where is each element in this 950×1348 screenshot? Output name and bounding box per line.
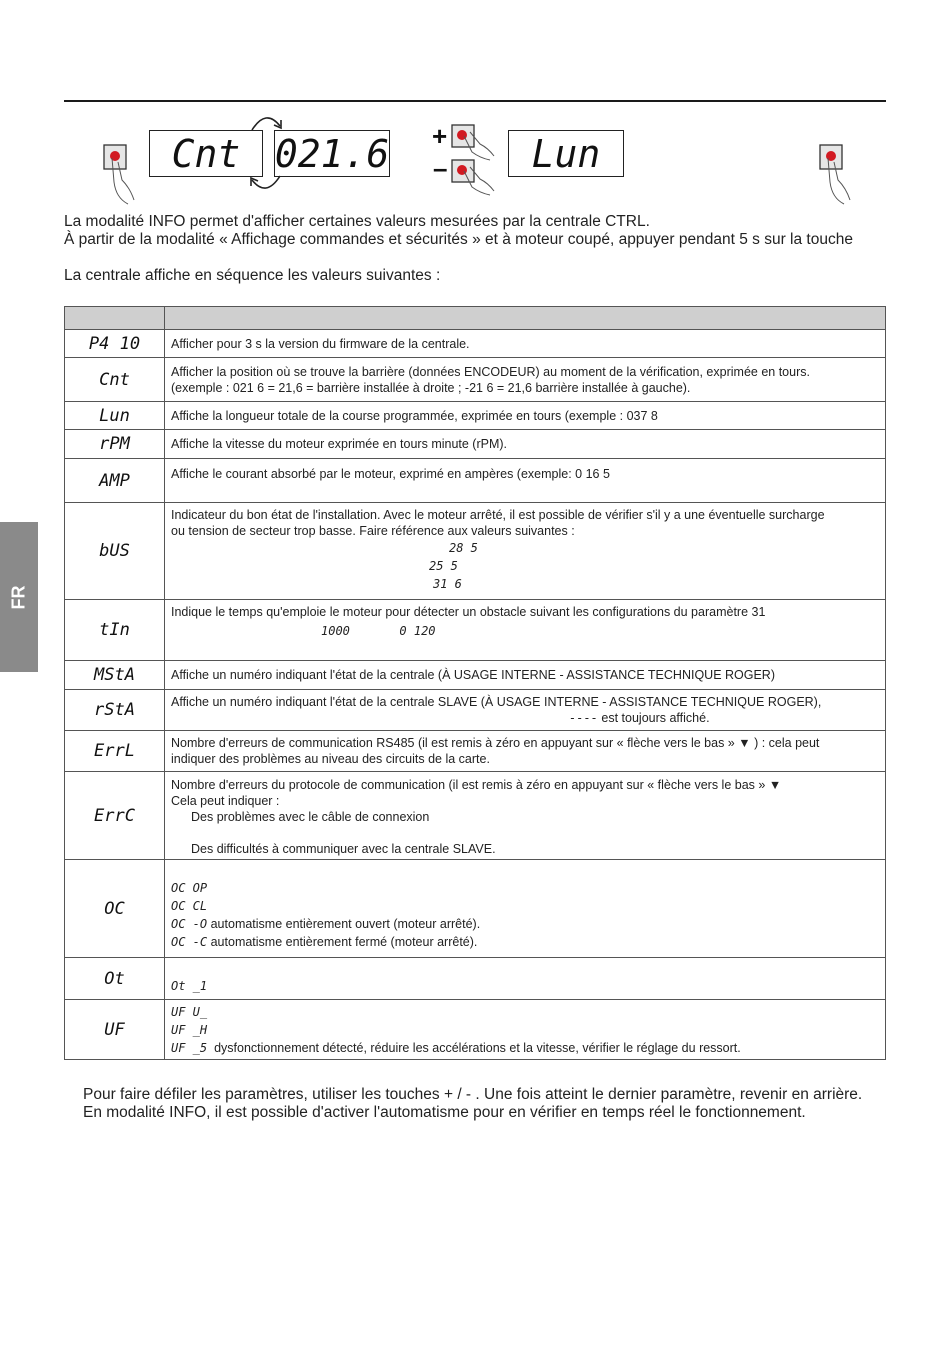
desc-line: Cela peut indiquer : [171, 794, 280, 808]
display-cnt-code: Cnt [149, 130, 263, 177]
desc-line: Nombre d'erreurs de communication RS485 (il est remis à zéro en appuyant sur « flèche vers le bas » ▼ ) : cela peut [171, 736, 820, 750]
param-code: Lun [65, 402, 165, 430]
sub-code: UF U_ [171, 1004, 208, 1019]
footer-line-2: En modalité INFO, il est possible d'activer l'automatisme pour en vérifier en temps réel le fonctionnement. [83, 1104, 806, 1121]
table-row [65, 731, 886, 772]
param-description [165, 958, 886, 1000]
param-description [165, 1000, 886, 1060]
sub-text: dysfonctionnement détecté, réduire les accélérations et la vitesse, vérifier le réglage du ressort. [214, 1040, 741, 1055]
param-code: P4 10 [65, 330, 165, 358]
sub-code: Ot _1 [171, 979, 208, 993]
param-code: MStA [65, 661, 165, 690]
intro-line-3: La centrale affiche en séquence les valeurs suivantes : [64, 267, 441, 284]
sub-code: OC CL [171, 899, 208, 913]
sub-line [171, 933, 879, 951]
sub-code: OC -O [171, 917, 208, 931]
param-description [165, 402, 886, 430]
param-code: OC [65, 860, 165, 958]
param-code: bUS [65, 503, 165, 600]
sub-text: automatisme entièrement ouvert (moteur arrêté). [210, 917, 481, 931]
param-code: ErrL [65, 731, 165, 772]
table-row [65, 1000, 886, 1060]
sub-line [171, 1039, 879, 1057]
intro-line-2: À partir de la modalité « Affichage commandes et sécurités » et à moteur coupé, appuyer pendant 5 s sur la touche [64, 231, 853, 248]
cycle-arrow-top-icon [246, 108, 286, 134]
rsta-tail-code: ---- [569, 711, 598, 725]
param-description [165, 690, 886, 731]
sub-line [171, 978, 879, 994]
table-row [65, 503, 886, 600]
desc-line: (exemple : 021 6 = 21,6 = barrière installée à droite ; -21 6 = 21,6 barrière installée à gauche). [171, 380, 691, 395]
table-header-cell [165, 307, 886, 330]
display-lun-code: Lun [508, 130, 624, 177]
sub-code: OC OP [171, 881, 208, 895]
display-cnt-value: 021.6 [274, 131, 390, 176]
bus-value: 25 5 [429, 559, 458, 573]
language-label: FR [8, 585, 29, 609]
sub-line [171, 897, 879, 915]
desc-line: Indicateur du bon état de l'installation. Avec le moteur arrêté, il est possible de vérifier s'il y a une éventuelle surcharge [171, 508, 825, 522]
table-row [65, 661, 886, 690]
table-row [65, 459, 886, 503]
desc-line: Affiche la vitesse du moteur exprimée en tours minute (rPM). [171, 437, 508, 451]
table-header-cell [65, 307, 165, 330]
param-code: ErrC [65, 772, 165, 860]
table-header-row [65, 307, 886, 330]
desc-line: Afficher pour 3 s la version du firmware de la centrale. [171, 336, 470, 351]
tin-values [171, 620, 879, 642]
minus-button-icon[interactable] [450, 157, 500, 197]
param-description [165, 772, 886, 860]
bus-value: 28 5 [449, 541, 478, 555]
sub-line [171, 1003, 879, 1021]
desc-line: Afficher la position où se trouve la barrière (données ENCODEUR) au moment de la vérification, exprimée en tours. [171, 364, 810, 379]
table-row [65, 358, 886, 402]
desc-line: Indique le temps qu'emploie le moteur pour détecter un obstacle suivant les configurations du paramètre 31 [171, 605, 766, 619]
param-description [165, 330, 886, 358]
param-code: UF [65, 1000, 165, 1060]
cycle-arrow-bottom-icon [246, 172, 286, 198]
desc-line: Nombre d'erreurs du protocole de communication (il est remis à zéro en appuyant sur « flèche vers le bas » ▼ [171, 778, 782, 792]
tin-value: 0 120 [399, 624, 436, 638]
info-table [64, 306, 886, 1060]
desc-line: Affiche le courant absorbé par le moteur, exprimé en ampères (exemple: 0 16 5 [171, 467, 610, 481]
sub-code: UF _H [171, 1022, 208, 1037]
param-description [165, 459, 886, 503]
param-code: rStA [65, 690, 165, 731]
param-description [165, 731, 886, 772]
plus-button-icon[interactable] [450, 122, 500, 162]
sub-code: OC -C [171, 935, 208, 949]
param-description [165, 661, 886, 690]
press-button-right-icon [816, 140, 856, 210]
param-code: tIn [65, 600, 165, 661]
rsta-tail [171, 710, 879, 726]
desc-list-item: Des problèmes avec le câble de connexion [191, 810, 430, 824]
minus-label: – [433, 153, 448, 183]
press-button-icon [100, 140, 140, 210]
param-description [165, 600, 886, 661]
table-row [65, 430, 886, 459]
bus-value: 31 6 [433, 577, 462, 591]
sub-code: UF _5 [171, 1040, 208, 1055]
param-description [165, 503, 886, 600]
footer-line-1: Pour faire défiler les paramètres, utiliser les touches + / - . Une fois atteint le dernier paramètre, revenir en arrière. [83, 1086, 863, 1103]
sub-text: automatisme entièrement fermé (moteur arrêté). [210, 935, 478, 949]
param-description [165, 860, 886, 958]
param-code: Ot [65, 958, 165, 1000]
param-description [165, 430, 886, 459]
table-row [65, 958, 886, 1000]
plus-label: + [432, 121, 448, 151]
desc-list-item: Des difficultés à communiquer avec la centrale SLAVE. [191, 842, 496, 856]
top-rule [64, 100, 886, 102]
param-code: rPM [65, 430, 165, 459]
desc-line: Affiche la longueur totale de la course programmée, exprimée en tours (exemple : 037 8 [171, 408, 658, 423]
desc-line: Affiche un numéro indiquant l'état de la centrale (À USAGE INTERNE - ASSISTANCE TECHNIQUE ROGER) [171, 668, 775, 682]
rsta-tail-text: est toujours affiché. [601, 711, 710, 725]
table-row [65, 690, 886, 731]
table-row [65, 772, 886, 860]
table-row [65, 860, 886, 958]
table-row [65, 600, 886, 661]
sub-line [171, 915, 879, 933]
param-code: AMP [65, 459, 165, 503]
table-row [65, 330, 886, 358]
desc-line: indiquer des problèmes au niveau des circuits de la carte. [171, 752, 490, 766]
table-row [65, 402, 886, 430]
sub-line [171, 879, 879, 897]
desc-line: Affiche un numéro indiquant l'état de la centrale SLAVE (À USAGE INTERNE - ASSISTANCE TECHNIQUE ROGER), [171, 695, 822, 709]
tin-value: 1000 [321, 624, 350, 638]
desc-line: ou tension de secteur trop basse. Faire référence aux valeurs suivantes : [171, 524, 575, 538]
language-side-tab [0, 522, 38, 672]
param-description [165, 358, 886, 402]
param-code: Cnt [65, 358, 165, 402]
sub-line [171, 1021, 879, 1039]
intro-line-1: La modalité INFO permet d'afficher certaines valeurs mesurées par la centrale CTRL. [64, 213, 650, 230]
